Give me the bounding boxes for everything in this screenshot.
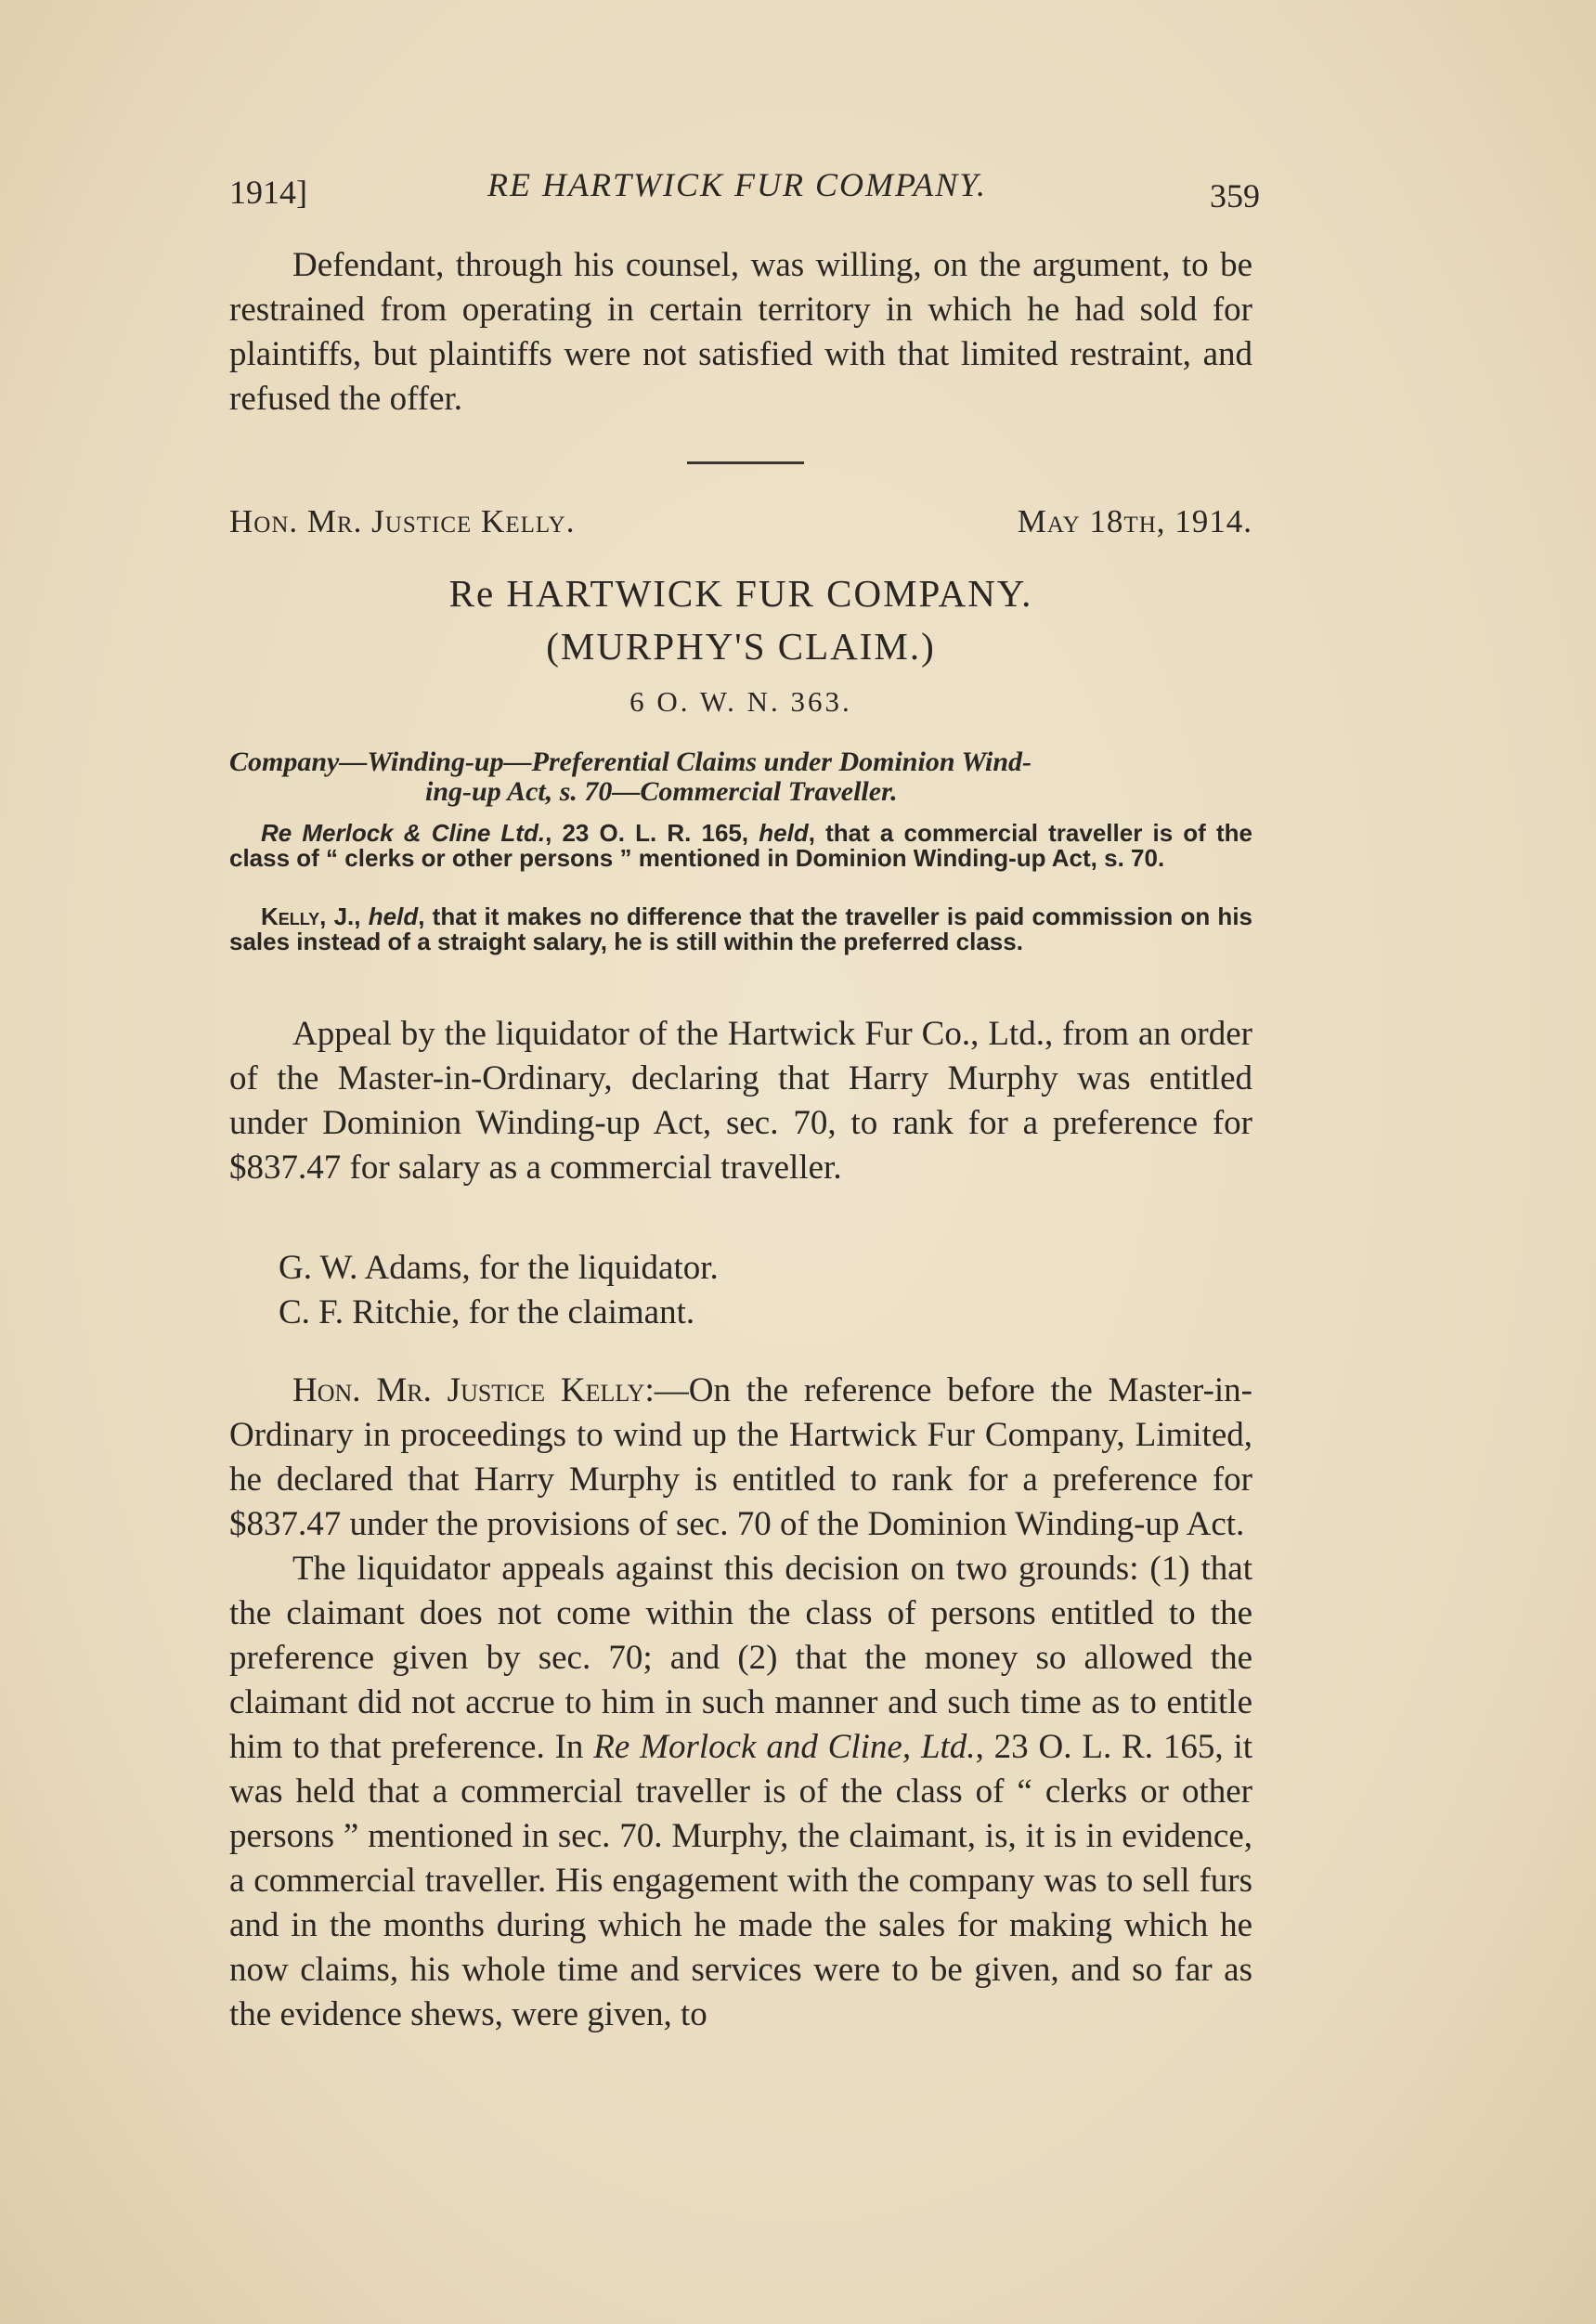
catchwords-line-1: Company—Winding-up—Preferential Claims under Dominion Wind-	[229, 747, 1032, 777]
case-citation: 6 O. W. N. 363.	[629, 685, 852, 718]
headnote-held-2: held	[368, 902, 419, 930]
headnote-paragraph-2	[229, 904, 1252, 954]
headnote-case-cite: , 23 O. L. R. 165,	[545, 819, 759, 847]
counsel-liquidator: G. W. Adams, for the liquidator.	[279, 1249, 719, 1287]
appeal-section	[229, 1012, 1252, 1190]
decision-date: May 18th, 1914.	[1017, 503, 1252, 539]
section-divider	[687, 461, 804, 464]
headnote-catchwords	[229, 747, 1252, 807]
headnote-paragraph-1	[229, 821, 1252, 871]
judgment-judge: Hon. Mr. Justice Kelly	[292, 1371, 645, 1409]
judgment-para-2-rest: , 23 O. L. R. 165, it was held that a commercial traveller is of the class of “ clerks or other persons ” mentioned in sec. 70. Murphy, the claimant, is, it is in evidence, a commercial traveller. His engagement with the company was to sell furs and in the months during which he made the sales for making which he now claims, his whole time and services were to be given, and so far as the evidence shews, were given, to	[229, 1728, 1253, 2033]
headnote-holding-1: , that a commercial traveller is of the class of “ clerks or other persons ” mentioned in Dominion Winding-up Act, s. 70.	[229, 819, 1252, 872]
prior-case-conclusion	[229, 243, 1252, 422]
headnote-sep: ,	[354, 902, 369, 930]
running-head-title: RE HARTWICK FUR COMPANY.	[487, 166, 988, 203]
headnote-case-name: Re Merlock & Cline Ltd.	[261, 819, 546, 847]
judge-line	[229, 503, 1252, 540]
catchwords-line-2: ing-up Act, s. 70—Commercial Traveller.	[425, 776, 898, 807]
judgment-body	[229, 1369, 1252, 2037]
running-head-year: 1914]	[229, 174, 307, 211]
headnote-held: held	[759, 819, 809, 847]
judge-name: Hon. Mr. Justice Kelly.	[229, 503, 576, 539]
case-title: Re HARTWICK FUR COMPANY.	[448, 572, 1033, 615]
judgment-paragraph-2	[229, 1547, 1252, 2037]
running-head	[229, 165, 1260, 212]
judgment-paragraph-1	[229, 1369, 1252, 1547]
case-subtitle: (MURPHY'S CLAIM.)	[546, 625, 936, 668]
prior-paragraph: Defendant, through his counsel, was willing, on the argument, to be restrained from operating in certain territory in which he had sold for plaintiffs, but plaintiffs were not satisfied with that limited restraint, and refused the offer.	[229, 246, 1252, 418]
judgment-case-name: Re Morlock and Cline, Ltd.	[593, 1728, 976, 1766]
page-number: 359	[1210, 177, 1260, 214]
judgment-para-1-text: :—On the reference before the Master-in-Ordinary in proceedings to wind up the Hartwick Fur Company, Limited, he declared that Harry Murphy is entitled to rank for a preference for $837.47 under the provisions of sec. 70 of the Dominion Winding-up Act.	[229, 1371, 1252, 1543]
judgment-para-2-start: The liquidator appeals against this decision on two grounds: (1) that the claimant does not come within the class of persons entitled to the preference given by sec. 70; and (2) that the money so allowed the claimant did not accrue to him in such manner and such time as to entitle him to that preference. In	[229, 1550, 1252, 1766]
headnote-judge: Kelly, J.	[261, 902, 355, 930]
headnote-holding-2: , that it makes no difference that the traveller is paid commission on his sales instead of a straight salary, he is still within the preferred class.	[229, 902, 1253, 955]
counsel-claimant: C. F. Ritchie, for the claimant.	[279, 1293, 695, 1331]
appeal-paragraph: Appeal by the liquidator of the Hartwick Fur Co., Ltd., from an order of the Master-in-Ordinary, declaring that Harry Murphy was entitled under Dominion Winding-up Act, sec. 70, to rank for a preference for $837.47 for salary as a commercial traveller.	[229, 1015, 1252, 1187]
